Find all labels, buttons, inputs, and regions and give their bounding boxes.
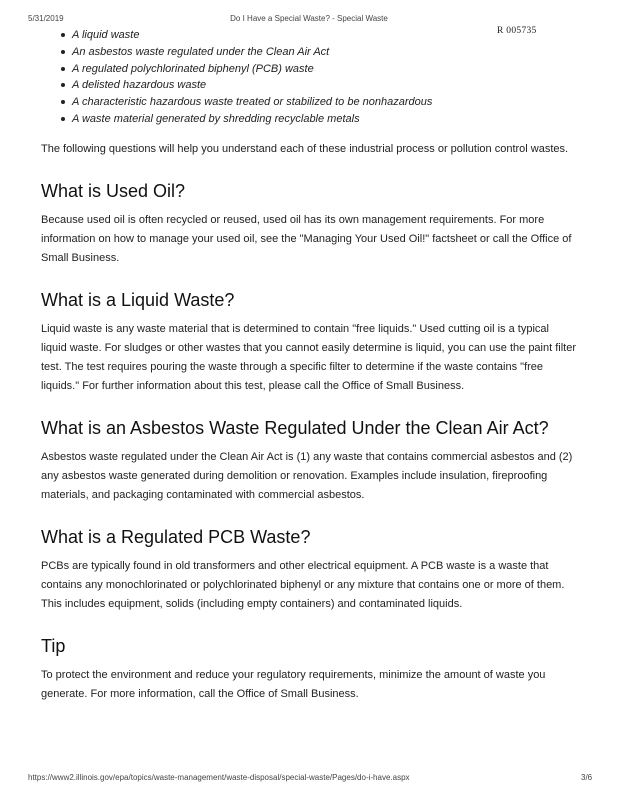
section-heading: What is Used Oil?: [41, 180, 186, 201]
list-item: A delisted hazardous waste: [72, 77, 576, 94]
section-asbestos-waste: [41, 416, 576, 505]
list-item: A characteristic hazardous waste treated or stabilized to be nonhazardous: [72, 94, 576, 111]
print-date: 5/31/2019: [28, 14, 64, 23]
section-used-oil: [41, 179, 576, 268]
bates-stamp: R 005735: [497, 26, 537, 36]
page-number: 3/6: [581, 773, 593, 782]
print-url: https://www2.illinois.gov/epa/topics/waste-management/waste-disposal/special-waste/Pages/do-i-have.aspx: [28, 773, 410, 782]
section-liquid-waste: [41, 288, 576, 396]
list-item: A liquid waste: [72, 27, 576, 44]
section-body: PCBs are typically found in old transformers and other electrical equipment. A PCB waste is a waste that contains any monochlorinated or polychlorinated biphenyl or any mixture that contains one or more of them. This includes equipment, solids (including empty containers) and contaminated liquids.: [41, 559, 565, 610]
section-body: Because used oil is often recycled or reused, used oil has its own management requirements. For more information on how to manage your used oil, see the "Managing Your Used Oil!" factsheet or call the Office of Small Business.: [41, 213, 572, 264]
article-content: [41, 27, 576, 704]
section-heading: What is an Asbestos Waste Regulated Under the Clean Air Act?: [41, 417, 549, 438]
intro-paragraph: The following questions will help you understand each of these industrial process or pollution control wastes.: [41, 142, 569, 155]
list-item: A waste material generated by shredding recyclable metals: [72, 111, 576, 128]
section-body: To protect the environment and reduce your regulatory requirements, minimize the amount of waste you generate. For more information, call the Office of Small Business.: [41, 668, 546, 700]
special-waste-list: [41, 27, 576, 128]
section-tip: [41, 634, 576, 704]
section-heading: What is a Regulated PCB Waste?: [41, 526, 311, 547]
section-body: Liquid waste is any waste material that is determined to contain "free liquids." Used cutting oil is a typical liquid waste. For sludges or other wastes that you cannot easily determine is liquid, you can use the paint filter test. The test requires pouring the waste through a specific filter to determine if the waste contains "free liquids." For further information about this test, please call the Office of Small Business.: [41, 322, 577, 392]
section-heading: Tip: [41, 635, 66, 656]
list-item: A regulated polychlorinated biphenyl (PCB) waste: [72, 61, 576, 78]
section-heading: What is a Liquid Waste?: [41, 289, 235, 310]
print-page-title: Do I Have a Special Waste? - Special Waste: [230, 14, 388, 23]
section-body: Asbestos waste regulated under the Clean Air Act is (1) any waste that contains commercial asbestos and (2) any asbestos waste generated during demolition or renovation. Examples include insulation, fireproofing materials, and packaging contaminated with commercial asbestos.: [41, 450, 573, 501]
section-pcb-waste: [41, 525, 576, 614]
list-item: An asbestos waste regulated under the Clean Air Act: [72, 44, 576, 61]
